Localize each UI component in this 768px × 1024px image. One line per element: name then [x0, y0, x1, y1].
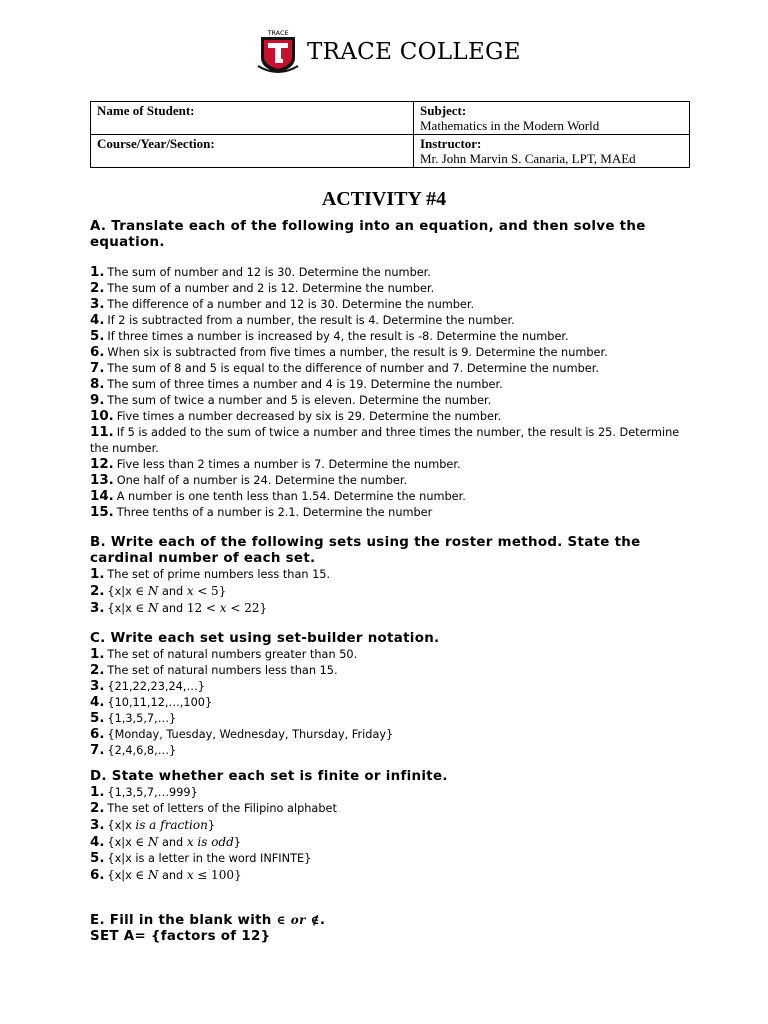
list-item	[90, 567, 682, 583]
page-header	[255, 26, 521, 78]
set-expression: is a fraction	[135, 818, 208, 832]
section-c-heading: C. Write each set using set-builder notation.	[90, 631, 440, 646]
instructor-label: Instructor:	[420, 136, 482, 151]
section-e-heading-text: E. Fill in the blank with	[90, 913, 277, 928]
item-number: 4.	[90, 835, 105, 850]
item-text: The sum of three times a number and 4 is 19. Determine the number.	[107, 378, 503, 391]
item-number: 2.	[90, 663, 105, 678]
item-number: 2.	[90, 281, 105, 296]
item-text: The sum of number and 12 is 30. Determine the number.	[107, 266, 431, 279]
name-cell	[91, 102, 414, 135]
trace-shield-icon	[255, 28, 301, 76]
list-item	[90, 345, 682, 361]
list-item	[90, 663, 682, 679]
not-element-of-symbol: ∉	[310, 913, 320, 927]
and-word: and	[161, 869, 184, 882]
section-e-heading	[90, 912, 682, 929]
item-number: 6.	[90, 868, 105, 883]
item-text: {1,3,5,7,…999}	[107, 786, 198, 799]
item-number: 2.	[90, 801, 105, 816]
subject-value: Mathematics in the Modern World	[420, 118, 600, 133]
list-item	[90, 313, 682, 329]
and-word: and	[161, 585, 184, 598]
item-text: One half of a number is 24. Determine the number.	[116, 474, 408, 487]
subject-cell	[414, 102, 690, 135]
and-word: and	[161, 836, 184, 849]
item-number: 3.	[90, 601, 105, 616]
student-info-table	[90, 101, 690, 168]
item-number: 4.	[90, 313, 105, 328]
item-number: 7.	[90, 361, 105, 376]
item-text: {21,22,23,24,…}	[107, 680, 205, 693]
instructor-cell	[414, 135, 690, 168]
item-number: 1.	[90, 647, 105, 662]
set-close: }	[207, 819, 216, 832]
element-of-symbol: ∈	[276, 913, 286, 927]
list-item	[90, 743, 682, 759]
item-text: If 2 is subtracted from a number, the result is 4. Determine the number.	[107, 314, 515, 327]
item-text: The sum of 8 and 5 is equal to the difference of number and 7. Determine the number.	[107, 362, 599, 375]
item-number: 8.	[90, 377, 105, 392]
section-d-heading: D. State whether each set is finite or infinite.	[90, 769, 448, 784]
list-item	[90, 281, 682, 297]
list-item	[90, 851, 682, 867]
list-item	[90, 265, 682, 281]
list-item	[90, 297, 682, 313]
item-number: 11.	[90, 425, 114, 440]
item-number: 4.	[90, 695, 105, 710]
item-text: A number is one tenth less than 1.54. Determine the number.	[116, 490, 466, 503]
course-label: Course/Year/Section:	[97, 136, 215, 151]
item-number: 3.	[90, 679, 105, 694]
list-item	[90, 785, 682, 801]
variable-x: x	[186, 584, 194, 598]
item-text: Five times a number decreased by six is 29. Determine the number.	[116, 410, 502, 423]
table-row	[91, 135, 690, 168]
item-text: Three tenths of a number is 2.1. Determine the number	[116, 506, 433, 519]
instructor-value: Mr. John Marvin S. Canaria, LPT, MAEd	[420, 151, 636, 166]
item-text: If 5 is added to the sum of twice a number and three times the number, the result is 25. Determine the number.	[90, 426, 680, 455]
item-number: 7.	[90, 743, 105, 758]
natural-set-symbol: N	[147, 584, 159, 598]
item-number: 15.	[90, 505, 114, 520]
item-text: {10,11,12,…,100}	[107, 696, 213, 709]
subject-label: Subject:	[420, 103, 467, 118]
list-item	[90, 473, 682, 489]
item-number: 6.	[90, 727, 105, 742]
item-number: 3.	[90, 818, 105, 833]
list-item	[90, 425, 682, 457]
heading-period: .	[319, 913, 326, 928]
set-open: {x|x	[107, 585, 136, 598]
item-number: 10.	[90, 409, 114, 424]
natural-set-symbol: N	[147, 601, 159, 615]
table-row	[91, 102, 690, 135]
list-item	[90, 457, 682, 473]
set-condition: ≤ 100}	[197, 868, 242, 882]
college-name: TRACE COLLEGE	[307, 39, 521, 65]
list-item	[90, 834, 682, 851]
item-number: 1.	[90, 785, 105, 800]
item-number: 3.	[90, 297, 105, 312]
name-label: Name of Student:	[97, 103, 195, 118]
list-item	[90, 727, 682, 743]
element-of-symbol: ∈	[135, 868, 145, 882]
item-text: The set of prime numbers less than 15.	[107, 568, 331, 581]
list-item	[90, 409, 682, 425]
item-number: 12.	[90, 457, 114, 472]
set-open: {x|x	[107, 819, 136, 832]
trace-college-logo	[255, 28, 301, 76]
item-number: 9.	[90, 393, 105, 408]
activity-title: ACTIVITY #4	[321, 188, 447, 210]
set-a-definition: SET A= {factors of 12}	[90, 929, 271, 944]
list-item	[90, 711, 682, 727]
set-open: {x|x	[107, 836, 136, 849]
element-of-symbol: ∈	[135, 601, 145, 615]
item-text: {2,4,6,8,…}	[107, 744, 177, 757]
element-of-symbol: ∈	[135, 584, 145, 598]
list-item	[90, 867, 682, 884]
natural-set-symbol: N	[147, 835, 159, 849]
list-item	[90, 600, 682, 617]
set-condition: < 5}	[197, 584, 227, 598]
logo-text: TRACE	[267, 29, 289, 37]
item-number: 1.	[90, 567, 105, 582]
list-item	[90, 695, 682, 711]
and-word: and	[161, 602, 184, 615]
set-close: }	[233, 836, 241, 849]
item-text: {1,3,5,7,…}	[107, 712, 177, 725]
list-item	[90, 679, 682, 695]
list-item	[90, 393, 682, 409]
natural-set-symbol: N	[147, 868, 159, 882]
item-text: The set of letters of the Filipino alphabet	[107, 802, 337, 815]
item-number: 6.	[90, 345, 105, 360]
set-condition-end: < 22}	[226, 601, 268, 615]
set-open: {x|x	[107, 869, 136, 882]
list-item	[90, 505, 682, 521]
list-item	[90, 583, 682, 600]
item-number: 5.	[90, 851, 105, 866]
item-text: Five less than 2 times a number is 7. Determine the number.	[116, 458, 461, 471]
variable-x: x	[186, 868, 194, 882]
list-item	[90, 817, 682, 834]
section-b-heading: B. Write each of the following sets using the roster method. State the cardinal number of each set.	[90, 535, 641, 566]
list-item	[90, 377, 682, 393]
item-text: {Monday, Tuesday, Wednesday, Thursday, Friday}	[107, 728, 394, 741]
variable-x: x	[219, 601, 227, 615]
item-text: The sum of a number and 2 is 12. Determine the number.	[107, 282, 435, 295]
item-number: 1.	[90, 265, 105, 280]
list-item	[90, 801, 682, 817]
activity-content	[90, 219, 682, 945]
section-c-list	[90, 647, 682, 759]
list-item	[90, 647, 682, 663]
item-text: The sum of twice a number and 5 is eleven. Determine the number.	[107, 394, 492, 407]
set-expression: x is odd	[186, 835, 234, 849]
list-item	[90, 489, 682, 505]
list-item	[90, 329, 682, 345]
item-text: If three times a number is increased by 4, the result is -8. Determine the number.	[107, 330, 569, 343]
course-cell	[91, 135, 414, 168]
item-text: The difference of a number and 12 is 30. Determine the number.	[107, 298, 475, 311]
list-item	[90, 361, 682, 377]
item-number: 14.	[90, 489, 114, 504]
set-open: {x|x	[107, 602, 136, 615]
item-text: When six is subtracted from five times a number, the result is 9. Determine the number.	[107, 346, 608, 359]
section-a-list	[90, 265, 682, 521]
item-number: 2.	[90, 584, 105, 599]
item-text: {x|x is a letter in the word INFINTE}	[107, 852, 312, 865]
item-text: The set of natural numbers less than 15.	[107, 664, 338, 677]
item-number: 13.	[90, 473, 114, 488]
item-number: 5.	[90, 329, 105, 344]
item-text: The set of natural numbers greater than 50.	[107, 648, 358, 661]
element-of-symbol: ∈	[135, 835, 145, 849]
or-word: or	[290, 913, 306, 927]
set-condition: 12 <	[186, 601, 220, 615]
item-number: 5.	[90, 711, 105, 726]
section-a-heading: A. Translate each of the following into an equation, and then solve the equation.	[90, 219, 646, 250]
